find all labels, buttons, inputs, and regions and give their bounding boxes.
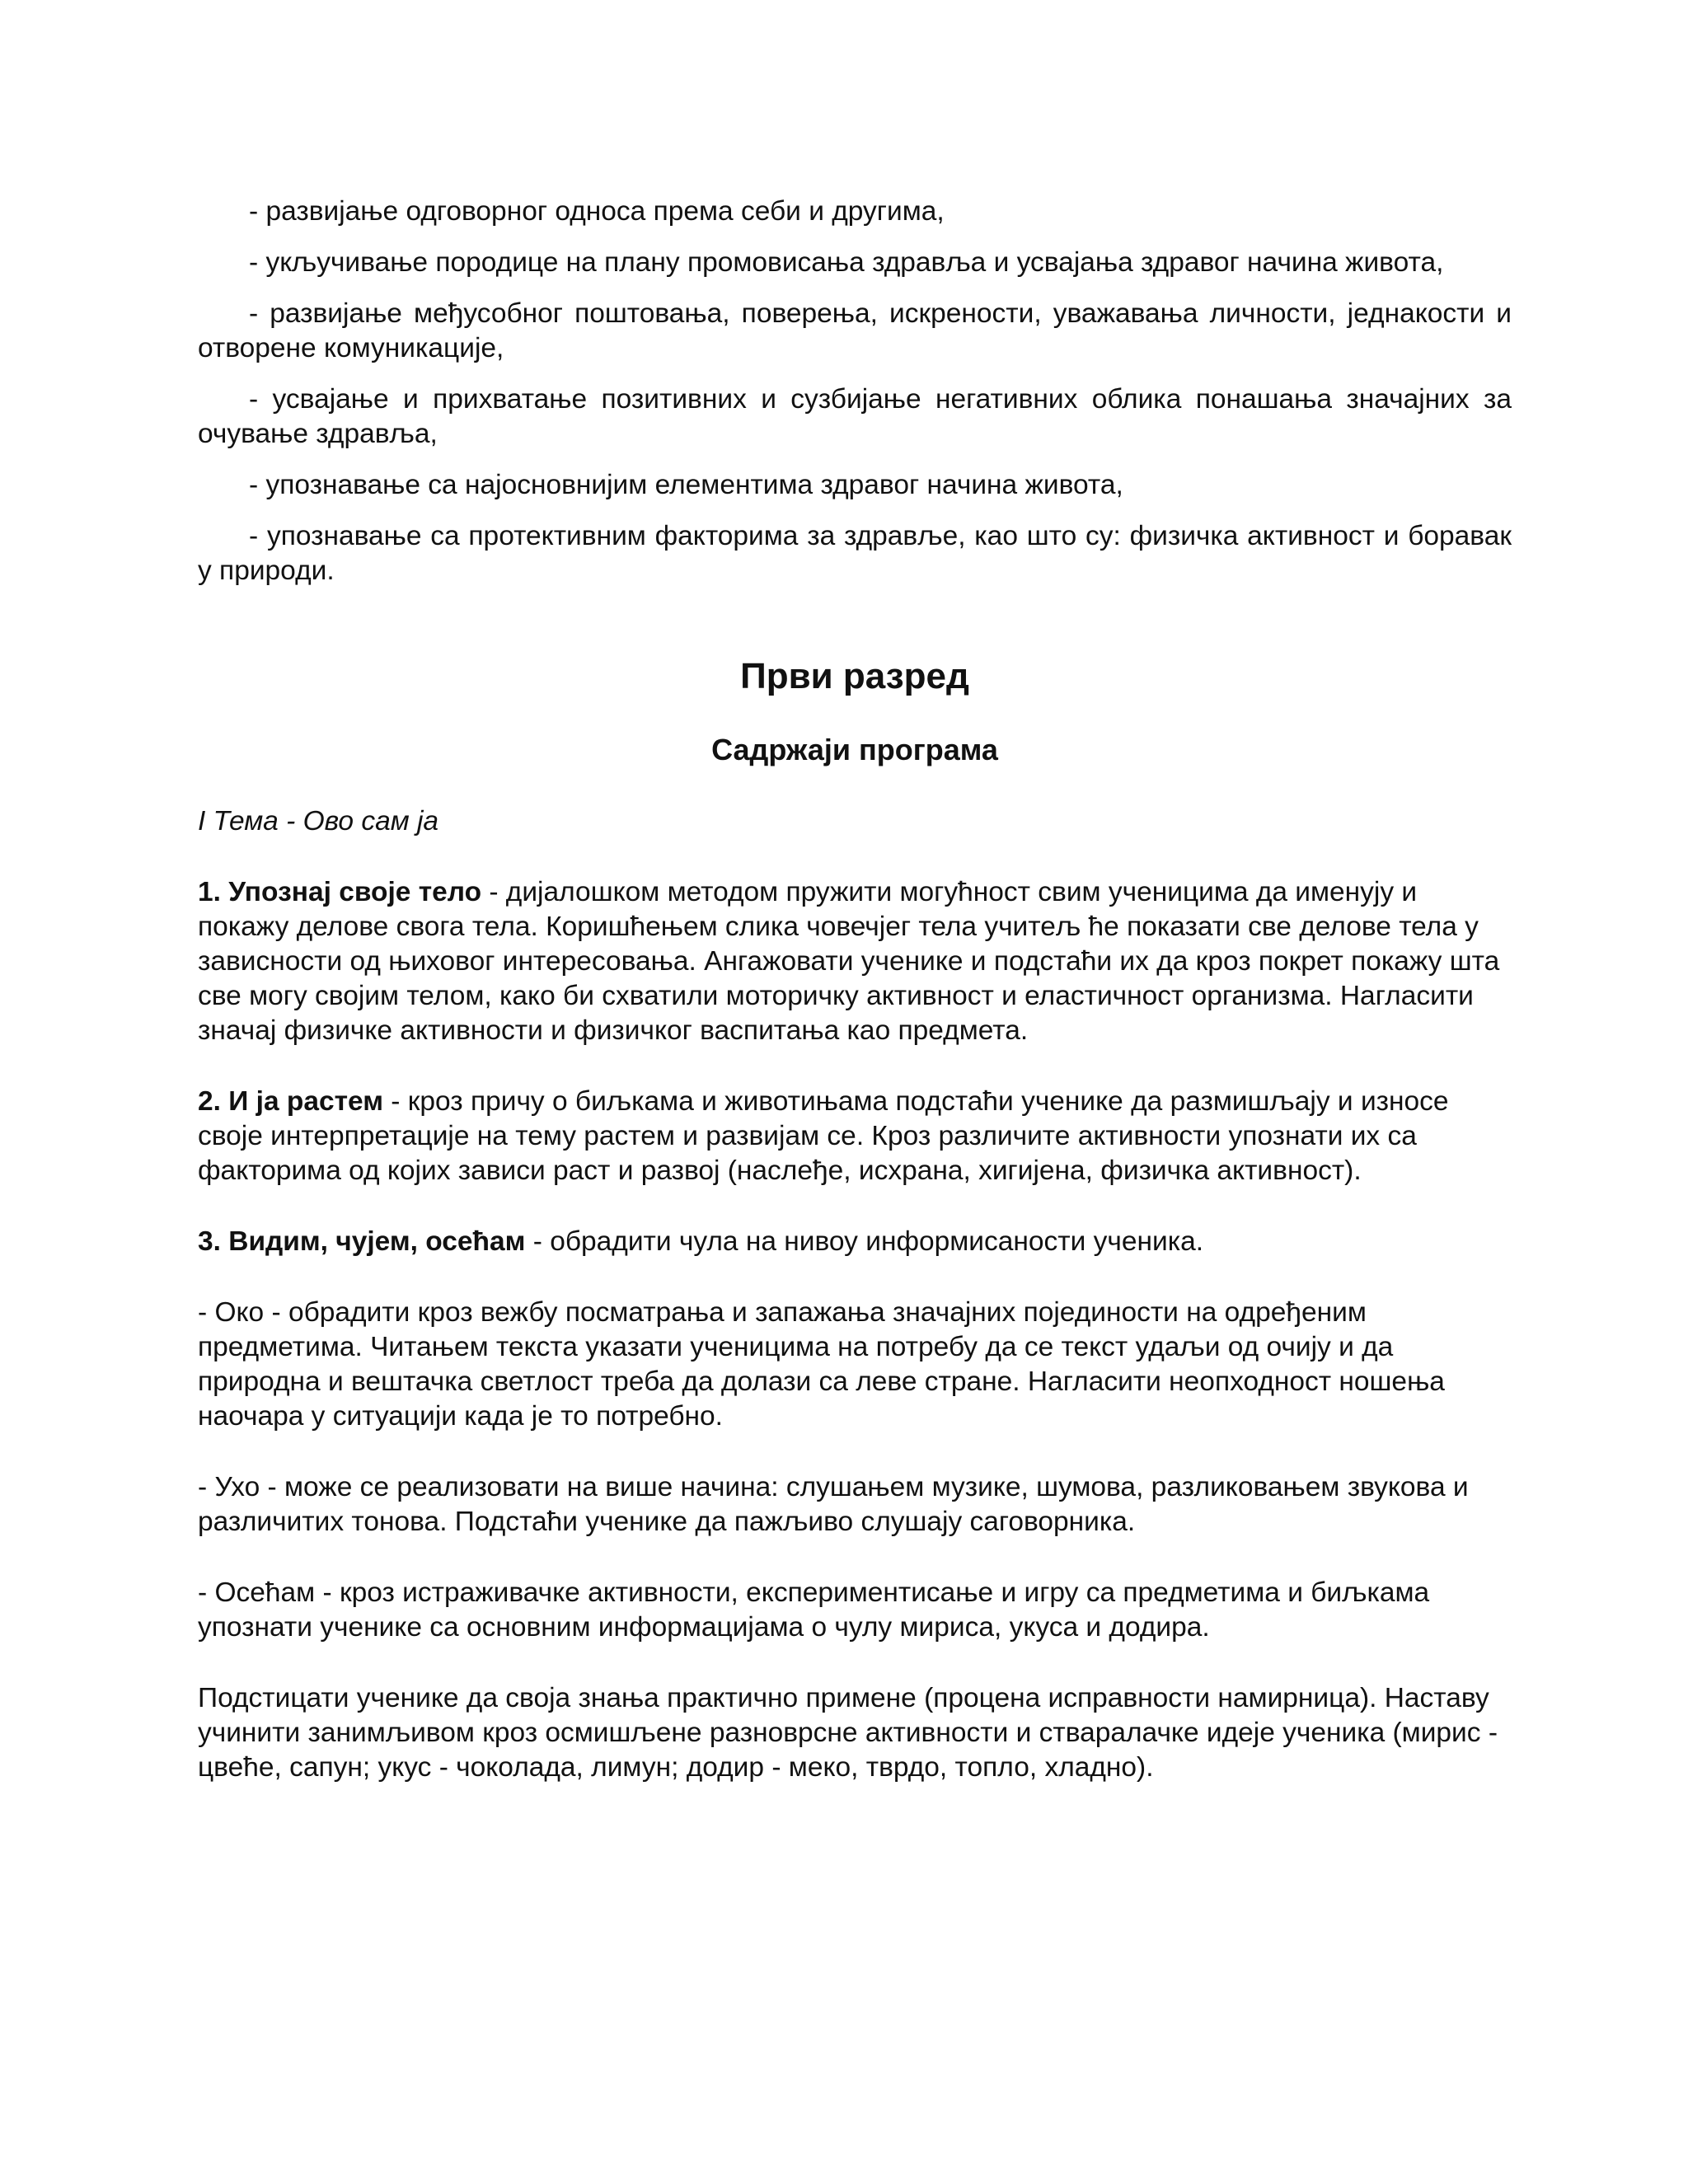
ear-paragraph: - Ухо - може се реализовати на више начина: слушањем музике, шумова, разликовањем звукова и различитих тонова. Подстаћи ученике да пажљиво слушају саговорника. bbox=[198, 1472, 1469, 1537]
goal-bullet-2: - укључивање породице на плану промовисања здравља и усвајања здравог начина живота, bbox=[249, 247, 1444, 278]
goal-bullet-1: - развијање одговорног односа према себи и другима, bbox=[249, 196, 945, 227]
goal-bullet-6: - упознавање са протективним факторима за здравље, као што су: физичка активност и боравак у природи. bbox=[198, 521, 1512, 586]
eye-paragraph: - Око - обрадити кроз вежбу посматрања и запажања значајних појединости на одређеним предметима. Читањем текста указати ученицима на потребу да се текст удаљи од очију и да природна и вештачка светлост треба да долази са леве стране. Нагласити неопходност ношења наочара у ситуацији када је то потребно. bbox=[198, 1297, 1445, 1432]
item-paragraph-1 bbox=[198, 875, 1512, 1048]
goal-bullet-4: - усвајање и прихватање позитивних и сузбијање негативних облика понашања значајних за очување здравља, bbox=[198, 384, 1512, 449]
item-heading-1: 1. Упознај своје тело bbox=[198, 877, 482, 907]
item-text-3: - обрадити чула на нивоу информисаности ученика. bbox=[525, 1226, 1204, 1257]
item-paragraph-3 bbox=[198, 1225, 1512, 1259]
closing-paragraph: Подстицати ученике да своја знања практично примене (процена исправности намирница). Наставу учинити занимљивом кроз осмишљене разноврсне активности и стваралачке идеје ученика (мирис - цвеће, сапун; укус - чоколада, лимун; додир - меко, тврдо, топло, хладно). bbox=[198, 1683, 1498, 1783]
item-heading-3: 3. Видим, чујем, осећам bbox=[198, 1226, 526, 1257]
section-subtitle: Садржаји програма bbox=[711, 733, 998, 766]
document-page bbox=[198, 194, 1512, 1785]
feel-paragraph: - Осећам - кроз истраживачке активности, експериментисање и игру са предметима и биљкама упознати ученике са основним информацијама о чулу мириса, укуса и додира. bbox=[198, 1577, 1430, 1643]
item-paragraph-2 bbox=[198, 1085, 1512, 1188]
goal-bullet-5: - упознавање са најосновнијим елементима здравог начина живота, bbox=[249, 470, 1123, 500]
item-heading-2: 2. И ја растем bbox=[198, 1086, 383, 1117]
item-text-2: - кроз причу о биљкама и животињама подстаћи ученике да размишљају и износе своје интерпретације на тему растем и развијам се. Кроз различите активности упознати их са факторима од којих зависи раст и развој (наслеђе, исхрана, хигијена, физичка активност). bbox=[198, 1086, 1449, 1186]
item-text-1: - дијалошком методом пружити могућност свим ученицима да именују и покажу делове свога тела. Коришћењем слика човечјег тела учитељ ће показати све делове тела у зависности од њиховог интересовања. Ангажовати ученике и подстаћи их да кроз покрет покажу шта све могу својим телом, како би схватили моторичку активност и еластичност организма. Нагласити значај физичке активности и физичког васпитања као предмета. bbox=[198, 877, 1500, 1046]
section-title: Први разред bbox=[740, 656, 969, 696]
goal-bullet-3: - развијање међусобног поштовања, поверења, искрености, уважавања личности, једнакости и отворене комуникације, bbox=[198, 298, 1512, 363]
topic-heading: I Тема - Ово сам ја bbox=[198, 806, 439, 837]
